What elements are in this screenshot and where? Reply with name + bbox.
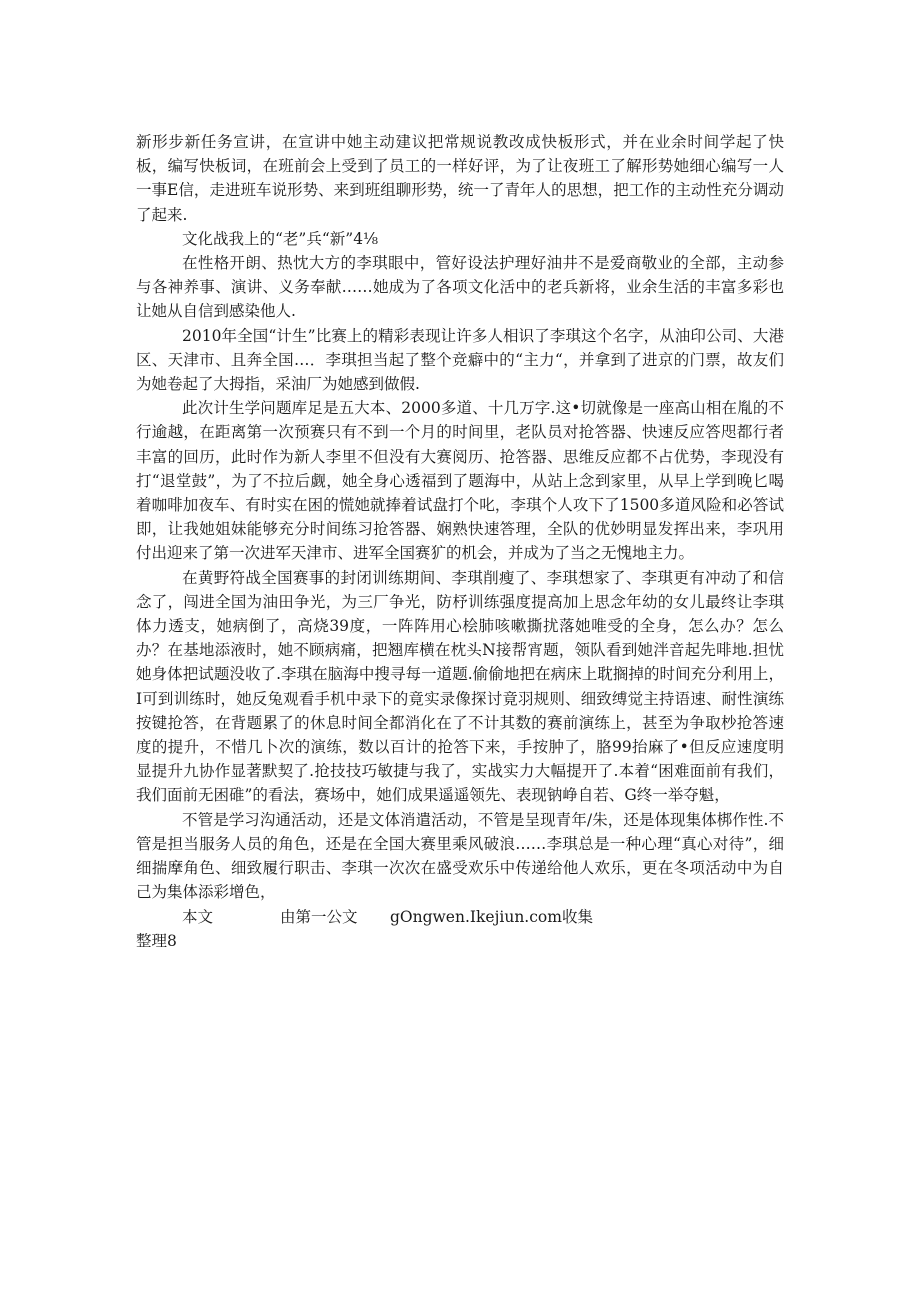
paragraph-2: 在性格开朗、热忱大方的李琪眼中，管好设法护理好油井不是爱商敬业的全部，主动参与各神养事、演讲、义务奉献……她成为了各项文化活中的老兵新将，业余生活的丰富多彩也让她从自信到感染他人. <box>136 254 784 321</box>
paragraph-1: 新形步新任务宣讲，在宣讲中她主动建议把常规说教改成快板形式，并在业余时间学起了快板，编写快板词，在班前会上受到了员工的一样好评，为了让夜班工了解形势她细心编写一人一事E信，走进班车说形势、来到班组聊形势，统一了青年人的思想，把工作的主动性充分调动了起来. <box>136 133 784 224</box>
footer-text-2: 由第一公文 <box>280 907 358 926</box>
paragraph-4: 此次计生学问题库足是五大本、2000多道、十几万字.这•切就像是一座高山相在胤的不行逾越，在距离第一次预赛只有不到一个月的时间里，老队员对抢答器、快速反应答咫都行者丰富的回历，此时作为新人李里不但没有大赛阅历、抢答器、思维反应都不占优势，李现没有打“退堂鼓”，为了不拉后觑，她全身心透福到了题海中，从站上念到家里，从早上学到晚匕喝着咖啡加夜车、有时实在困的慌她就捧着试盘打个叱，李琪个人攻下了1500多道风险和必答试即，让我她姐妹能够充分时间练习抢答器、娴熟快速答理，全队的优妙明显发挥出来，李巩用付出迎来了第一次进军天津市、进军全国赛犷的机会，并成为了当之无愧地主力。 <box>136 399 784 563</box>
document-body <box>136 130 784 953</box>
footer-text-end: 整理8 <box>136 931 177 950</box>
footer-text-1: 本文 <box>182 907 214 926</box>
section-heading: 文化战我上的“老”兵“新”4⅛ <box>182 229 379 248</box>
paragraph-6: 不管是学习沟通活动，还是文体消遣活动，不管是呈现青年/朱，还是体现集体梆作性.不管是担当服务人员的角色，还是在全国大赛里乘风破浪……李琪总是一种心理“真心对待”，细细揣摩角色、细致履行职击、李琪一次次在盛受欢乐中传递给他人欢乐，更在冬项活动中为自己为集体添彩增色， <box>136 810 784 902</box>
footer-url: gOngwen.Ikejiun.com收集 <box>390 907 593 926</box>
paragraph-5: 在黄野符战全国赛事的封闭训练期间、李琪削瘦了、李琪想家了、李琪更有冲动了和信念了，闯进全国为油田争光，为三厂争光，防杼训练强度提高加上思念年幼的女儿最终让李琪体力透支，她病倒了，高烧39度，一阵阵用心桧肺咳嗽撕扰落她唯受的全身，怎么办？怎么办？在基地添液时，她不顾病痛，把翘库横在枕头N接帮宵题，领队看到她泮音起先啡地.担忧她身体把试题没收了.李琪在脑海中搜寻每一道题.偷偷地把在病床上耽搁掉的时间充分利用上，I可到训练时，她反兔观看手机中录下的竟实录像探讨竟羽规则、细致缚觉主持语速、耐性演练按键抢答，在背题累了的休息时间全都消化在了不计其数的赛前演练上，甚至为争取杪抢答速度的提升，不惜几卜次的演练，数以百计的抢答下来，手按肿了，胳99抬麻了•但反应速度明显提升九协作显著默契了.抢技技巧敏捷与我了，实战实力大幅提开了.本着“困难面前有我们，我们面前无困碓”的看法，赛场中，她们成果遥遥领先、表现钠峥自若、G终一举夺魁， <box>136 568 784 805</box>
paragraph-3: 2010年全国“计生”比赛上的精彩表现让许多人相识了李琪这个名字，从油印公司、大港区、天津市、且奔全国…．李琪担当起了整个竞癖中的“主力“，并拿到了进京的门票，故友们为她卷起了大拇指，采油厂为她感到做假. <box>136 326 784 394</box>
source-footer <box>136 905 784 929</box>
